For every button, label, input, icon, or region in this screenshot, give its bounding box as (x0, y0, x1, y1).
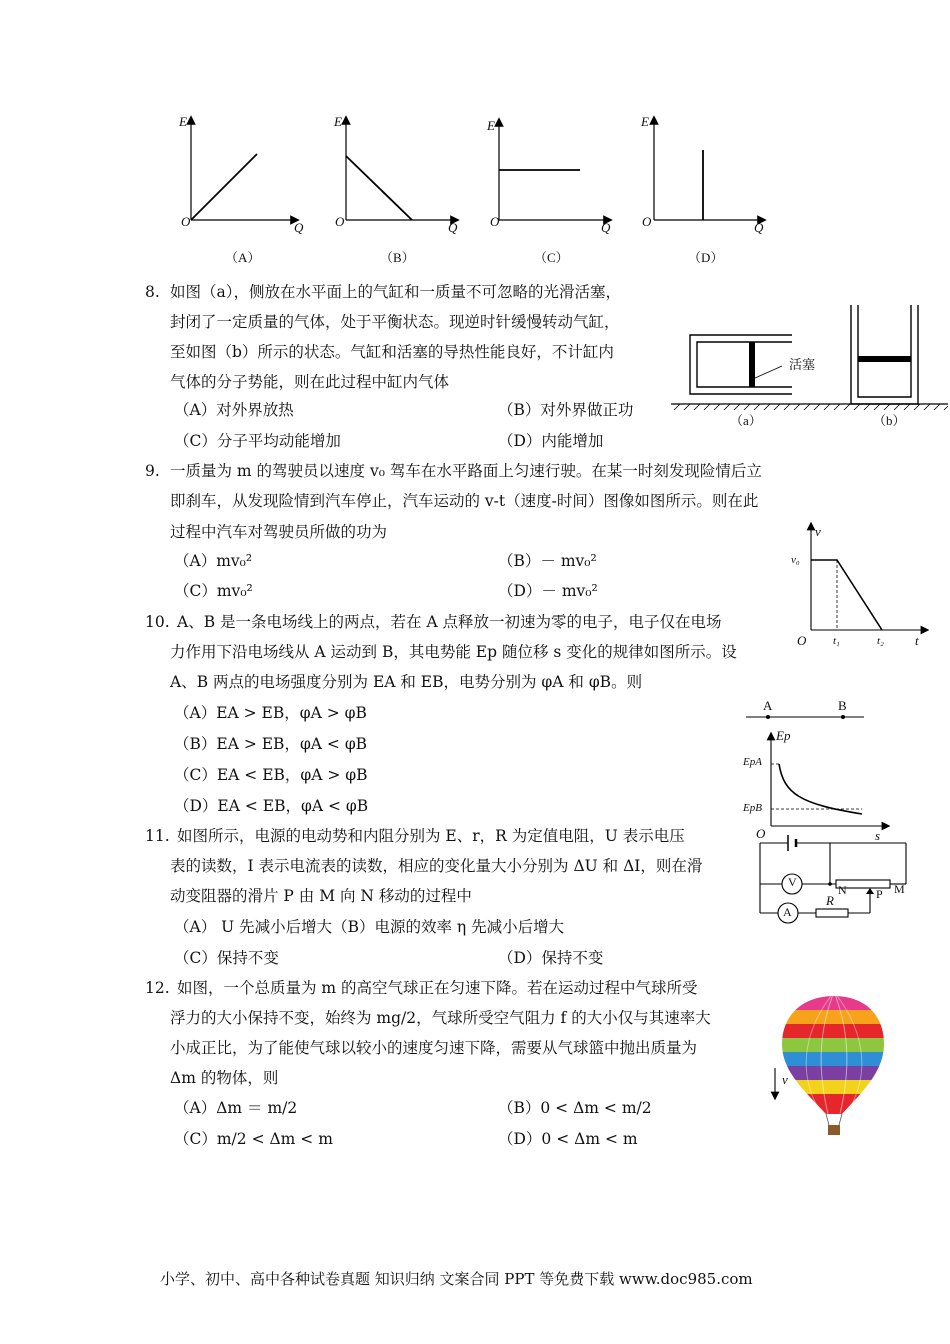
q9-option-b: （B）－ mv₀² (498, 552, 597, 570)
q8-line-4: 气体的分子势能，则在此过程中缸内气体 (170, 373, 450, 391)
q11-line-3: 动变阻器的滑片 P 由 M 向 N 移动的过程中 (170, 887, 472, 905)
graph-c-caption: （C） (534, 250, 569, 265)
q10-option-d: （D）EA < EB，φA < φB (174, 797, 369, 815)
q12-option-d: （D）0 < Δm < m (498, 1130, 638, 1148)
q12-option-a: （A）Δm ＝ m/2 (174, 1099, 298, 1117)
q10-option-a: （A）EA > EB，φA > φB (174, 704, 367, 722)
page-footer: 小学、初中、高中各种试卷真题 知识归纳 文案合同 PPT 等免费下载 www.doc985.com (160, 1270, 753, 1288)
graph-a (191, 120, 295, 220)
q9-option-d: （D）－ mv₀² (498, 582, 598, 600)
eq-graphs (170, 110, 770, 270)
node-n-label: N (838, 883, 847, 897)
q10-option-c: （C）EA < EB，φA > φB (174, 766, 368, 784)
ep-point-a: A (763, 698, 773, 713)
q9-option-a: （A）mv₀² (174, 552, 253, 570)
q9-number: 9. (145, 462, 160, 480)
q11-line-1: 如图所示，电源的电动势和内阻分别为 E、r，R 为定值电阻，U 表示电压 (177, 827, 685, 845)
vt-graph-svg (785, 520, 945, 645)
q11-line-2: 表的读数，I 表示电流表的读数，相应的变化量大小分别为 ΔU 和 ΔI，则在滑 (170, 857, 703, 875)
graph-d-y-label: E (641, 114, 649, 129)
q10-number: 10. (145, 613, 170, 631)
ep-a-label: EpA (743, 756, 762, 768)
q9-line-3: 过程中汽车对驾驶员所做的功为 (170, 523, 388, 541)
node-m-label: M (894, 882, 905, 896)
vt-t2-label: t₂ (877, 635, 884, 647)
resistor-label: R (826, 893, 834, 908)
q8-line-1: 如图（a），侧放在水平面上的气缸和一质量不可忽略的光滑活塞， (170, 283, 621, 301)
ep-point-b: B (838, 698, 847, 713)
graph-a-caption: （A） (225, 250, 261, 265)
piston-label: 活塞 (789, 358, 816, 373)
q12-line-4: Δm 的物体，则 (170, 1069, 279, 1087)
graph-b-origin: O (335, 214, 345, 229)
graph-b-caption: （B） (380, 250, 415, 265)
eq-graphs-svg (170, 110, 770, 240)
q11-option-a: （A） U 先减小后增大（B）电源的效率 η 先减小后增大 (174, 918, 565, 936)
slider-p-label: P (876, 887, 883, 901)
q8-line-3: 至如图（b）所示的状态。气缸和活塞的导热性能良好，不计缸内 (170, 343, 614, 361)
q8-option-d: （D）内能增加 (498, 432, 604, 450)
resistor-r (816, 909, 848, 917)
vt-line (811, 560, 882, 630)
graph-a-origin: O (181, 214, 191, 229)
q12-line-3: 小成正比，为了能使气球以较小的速度匀速下降，需要从气球篮中抛出质量为 (170, 1039, 698, 1057)
q11-number: 11. (145, 827, 170, 845)
cylinder-caption-a: （a） (730, 413, 762, 428)
q11-option-d: （D）保持不变 (498, 949, 604, 967)
graph-b (346, 120, 455, 220)
cylinder-figure (668, 300, 950, 430)
graph-a-x-label: Q (294, 220, 304, 235)
ep-origin: O (756, 826, 766, 841)
graph-d (654, 120, 762, 220)
q8-number: 8. (145, 283, 160, 301)
q12-option-c: （C）m/2 < Δm < m (174, 1130, 333, 1148)
q8-option-b: （B）对外界做正功 (498, 401, 634, 419)
balloon-svg (766, 992, 890, 1142)
vt-t-label: t (915, 633, 919, 648)
q10-line-3: A、B 两点的电场强度分别为 EA 和 EB，电势分别为 φA 和 φB。则 (170, 673, 643, 691)
q9-option-c: （C）mv₀² (174, 582, 253, 600)
q9-line-2: 即刹车，从发现险情到汽车停止，汽车运动的 v-t（速度-时间）图像如图所示。则在此 (170, 492, 759, 510)
q12-number: 12. (145, 979, 170, 997)
q11-option-c: （C）保持不变 (174, 949, 279, 967)
graph-b-y-label: E (334, 114, 342, 129)
graph-c-y-label: E (487, 118, 495, 133)
ep-b-label: EpB (743, 802, 762, 814)
vt-v-label: v (815, 524, 821, 539)
graph-b-line (346, 156, 412, 220)
q8-line-2: 封闭了一定质量的气体，处于平衡状态。现逆时针缓慢转动气缸， (170, 313, 620, 331)
piston-a (749, 342, 755, 387)
graph-c (499, 122, 608, 220)
circuit-figure (752, 832, 914, 932)
vt-v0-label: v₀ (791, 554, 800, 566)
q10-line-1: A、B 是一条电场线上的两点，若在 A 点释放一初速为零的电子，电子仅在电场 (177, 613, 722, 631)
graph-d-x-label: Q (754, 220, 764, 235)
ep-graph (740, 698, 890, 843)
ammeter-label: A (783, 905, 792, 919)
q12-line-2: 浮力的大小保持不变，始终为 mg/2，气球所受空气阻力 f 的大小仅与其速率大 (170, 1009, 711, 1027)
ep-axis-label: Ep (776, 728, 791, 743)
voltmeter-label: V (788, 875, 797, 889)
balloon-figure (766, 992, 890, 1142)
graph-c-origin: O (490, 214, 500, 229)
cylinder-caption-b: （b） (873, 413, 906, 428)
ep-s-label: s (875, 828, 881, 843)
vt-graph (785, 520, 945, 655)
graph-b-x-label: Q (448, 220, 458, 235)
q9-line-1: 一质量为 m 的驾驶员以速度 v₀ 驾车在水平路面上匀速行驶。在某一时刻发现险情后立 (170, 462, 762, 480)
vt-t1-label: t₁ (833, 635, 840, 647)
q8-option-a: （A）对外界放热 (174, 401, 294, 419)
q12-line-1: 如图，一个总质量为 m 的高空气球正在匀速下降。若在运动过程中气球所受 (177, 979, 698, 997)
balloon-basket (828, 1125, 840, 1135)
graph-a-y-label: E (179, 114, 187, 129)
q10-option-b: （B）EA > EB，φA < φB (174, 735, 368, 753)
graph-c-x-label: Q (601, 220, 611, 235)
q10-line-2: 力作用下沿电场线从 A 运动到 B，其电势能 Ep 随位移 s 变化的规律如图所示。设 (170, 643, 737, 661)
ep-graph-svg (740, 698, 890, 838)
piston-b (858, 356, 911, 362)
vt-origin: O (797, 633, 807, 648)
graph-d-caption: （D） (688, 250, 724, 265)
circuit-svg (752, 832, 914, 932)
graph-a-line (191, 154, 257, 220)
q12-option-b: （B）0 < Δm < m/2 (498, 1099, 652, 1117)
velocity-label: v (782, 1072, 788, 1087)
ep-curve (779, 764, 862, 814)
graph-d-origin: O (642, 214, 652, 229)
balloon-envelope (766, 992, 890, 1114)
q8-option-c: （C）分子平均动能增加 (174, 432, 341, 450)
